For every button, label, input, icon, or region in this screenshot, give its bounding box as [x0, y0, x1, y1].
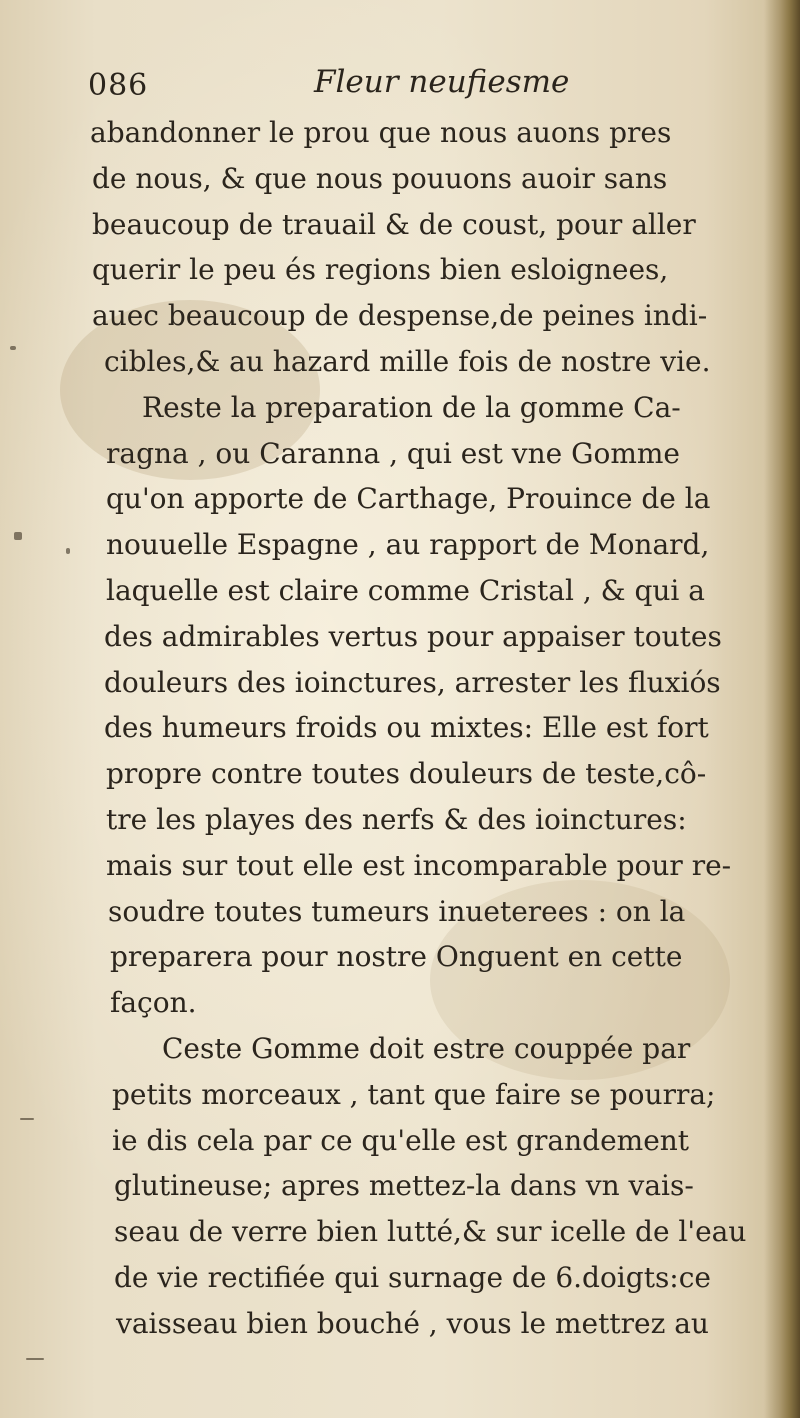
- text-line: Ceste Gomme doit estre couppée par: [162, 1031, 691, 1065]
- ink-fleck: [20, 1118, 34, 1120]
- ink-fleck: [26, 1358, 44, 1360]
- text-line: preparera pour nostre Onguent en cette: [110, 940, 683, 974]
- text-line: nouuelle Espagne , au rapport de Monard,: [106, 528, 710, 562]
- text-line: de vie rectifiée qui surnage de 6.doigts:ce: [114, 1260, 711, 1294]
- text-line: auec beaucoup de despense,de peines indi-: [92, 299, 708, 333]
- text-line: laquelle est claire comme Cristal , & qui a: [106, 573, 705, 607]
- text-line: qu'on apporte de Carthage, Prouince de la: [106, 482, 711, 516]
- text-line: douleurs des ioinctures, arrester les fluxiós: [104, 665, 721, 699]
- text-line: mais sur tout elle est incomparable pour re-: [106, 848, 732, 882]
- ink-fleck: [66, 548, 70, 554]
- text-line: petits morceaux , tant que faire se pourra;: [112, 1077, 716, 1111]
- text-line: vaisseau bien bouché , vous le mettrez au: [116, 1306, 709, 1340]
- page-header: [88, 64, 708, 108]
- ink-fleck: [10, 346, 16, 350]
- text-line: abandonner le prou que nous auons pres: [90, 116, 672, 149]
- text-line: glutineuse; apres mettez-la dans vn vais-: [114, 1169, 694, 1203]
- text-line: seau de verre bien lutté,& sur icelle de l'eau: [114, 1215, 747, 1249]
- text-line: tre les playes des nerfs & des ioinctures:: [106, 802, 687, 836]
- text-line: des admirables vertus pour appaiser toutes: [104, 619, 722, 653]
- body-text: [90, 110, 750, 1347]
- text-line: beaucoup de trauail & de coust, pour aller: [92, 207, 696, 241]
- text-line: ie dis cela par ce qu'elle est grandement: [112, 1123, 690, 1157]
- text-line: soudre toutes tumeurs inueterees : on la: [108, 894, 686, 928]
- text-line: Reste la preparation de la gomme Ca-: [142, 390, 681, 424]
- text-line: cibles,& au hazard mille fois de nostre vie.: [104, 344, 711, 378]
- page-spine-shadow: [764, 0, 800, 1418]
- text-line: ragna , ou Caranna , qui est vne Gomme: [106, 436, 680, 470]
- text-line: façon.: [110, 986, 197, 1020]
- text-line: de nous, & que nous pouuons auoir sans: [92, 161, 668, 195]
- text-line: des humeurs froids ou mixtes: Elle est fort: [104, 711, 709, 745]
- running-head: Fleur neufiesme: [314, 64, 570, 100]
- text-line: querir le peu és regions bien esloignees,: [92, 253, 669, 287]
- ink-fleck: [14, 532, 22, 540]
- text-line: propre contre toutes douleurs de teste,cô-: [106, 757, 707, 791]
- page-number: 086: [88, 68, 149, 103]
